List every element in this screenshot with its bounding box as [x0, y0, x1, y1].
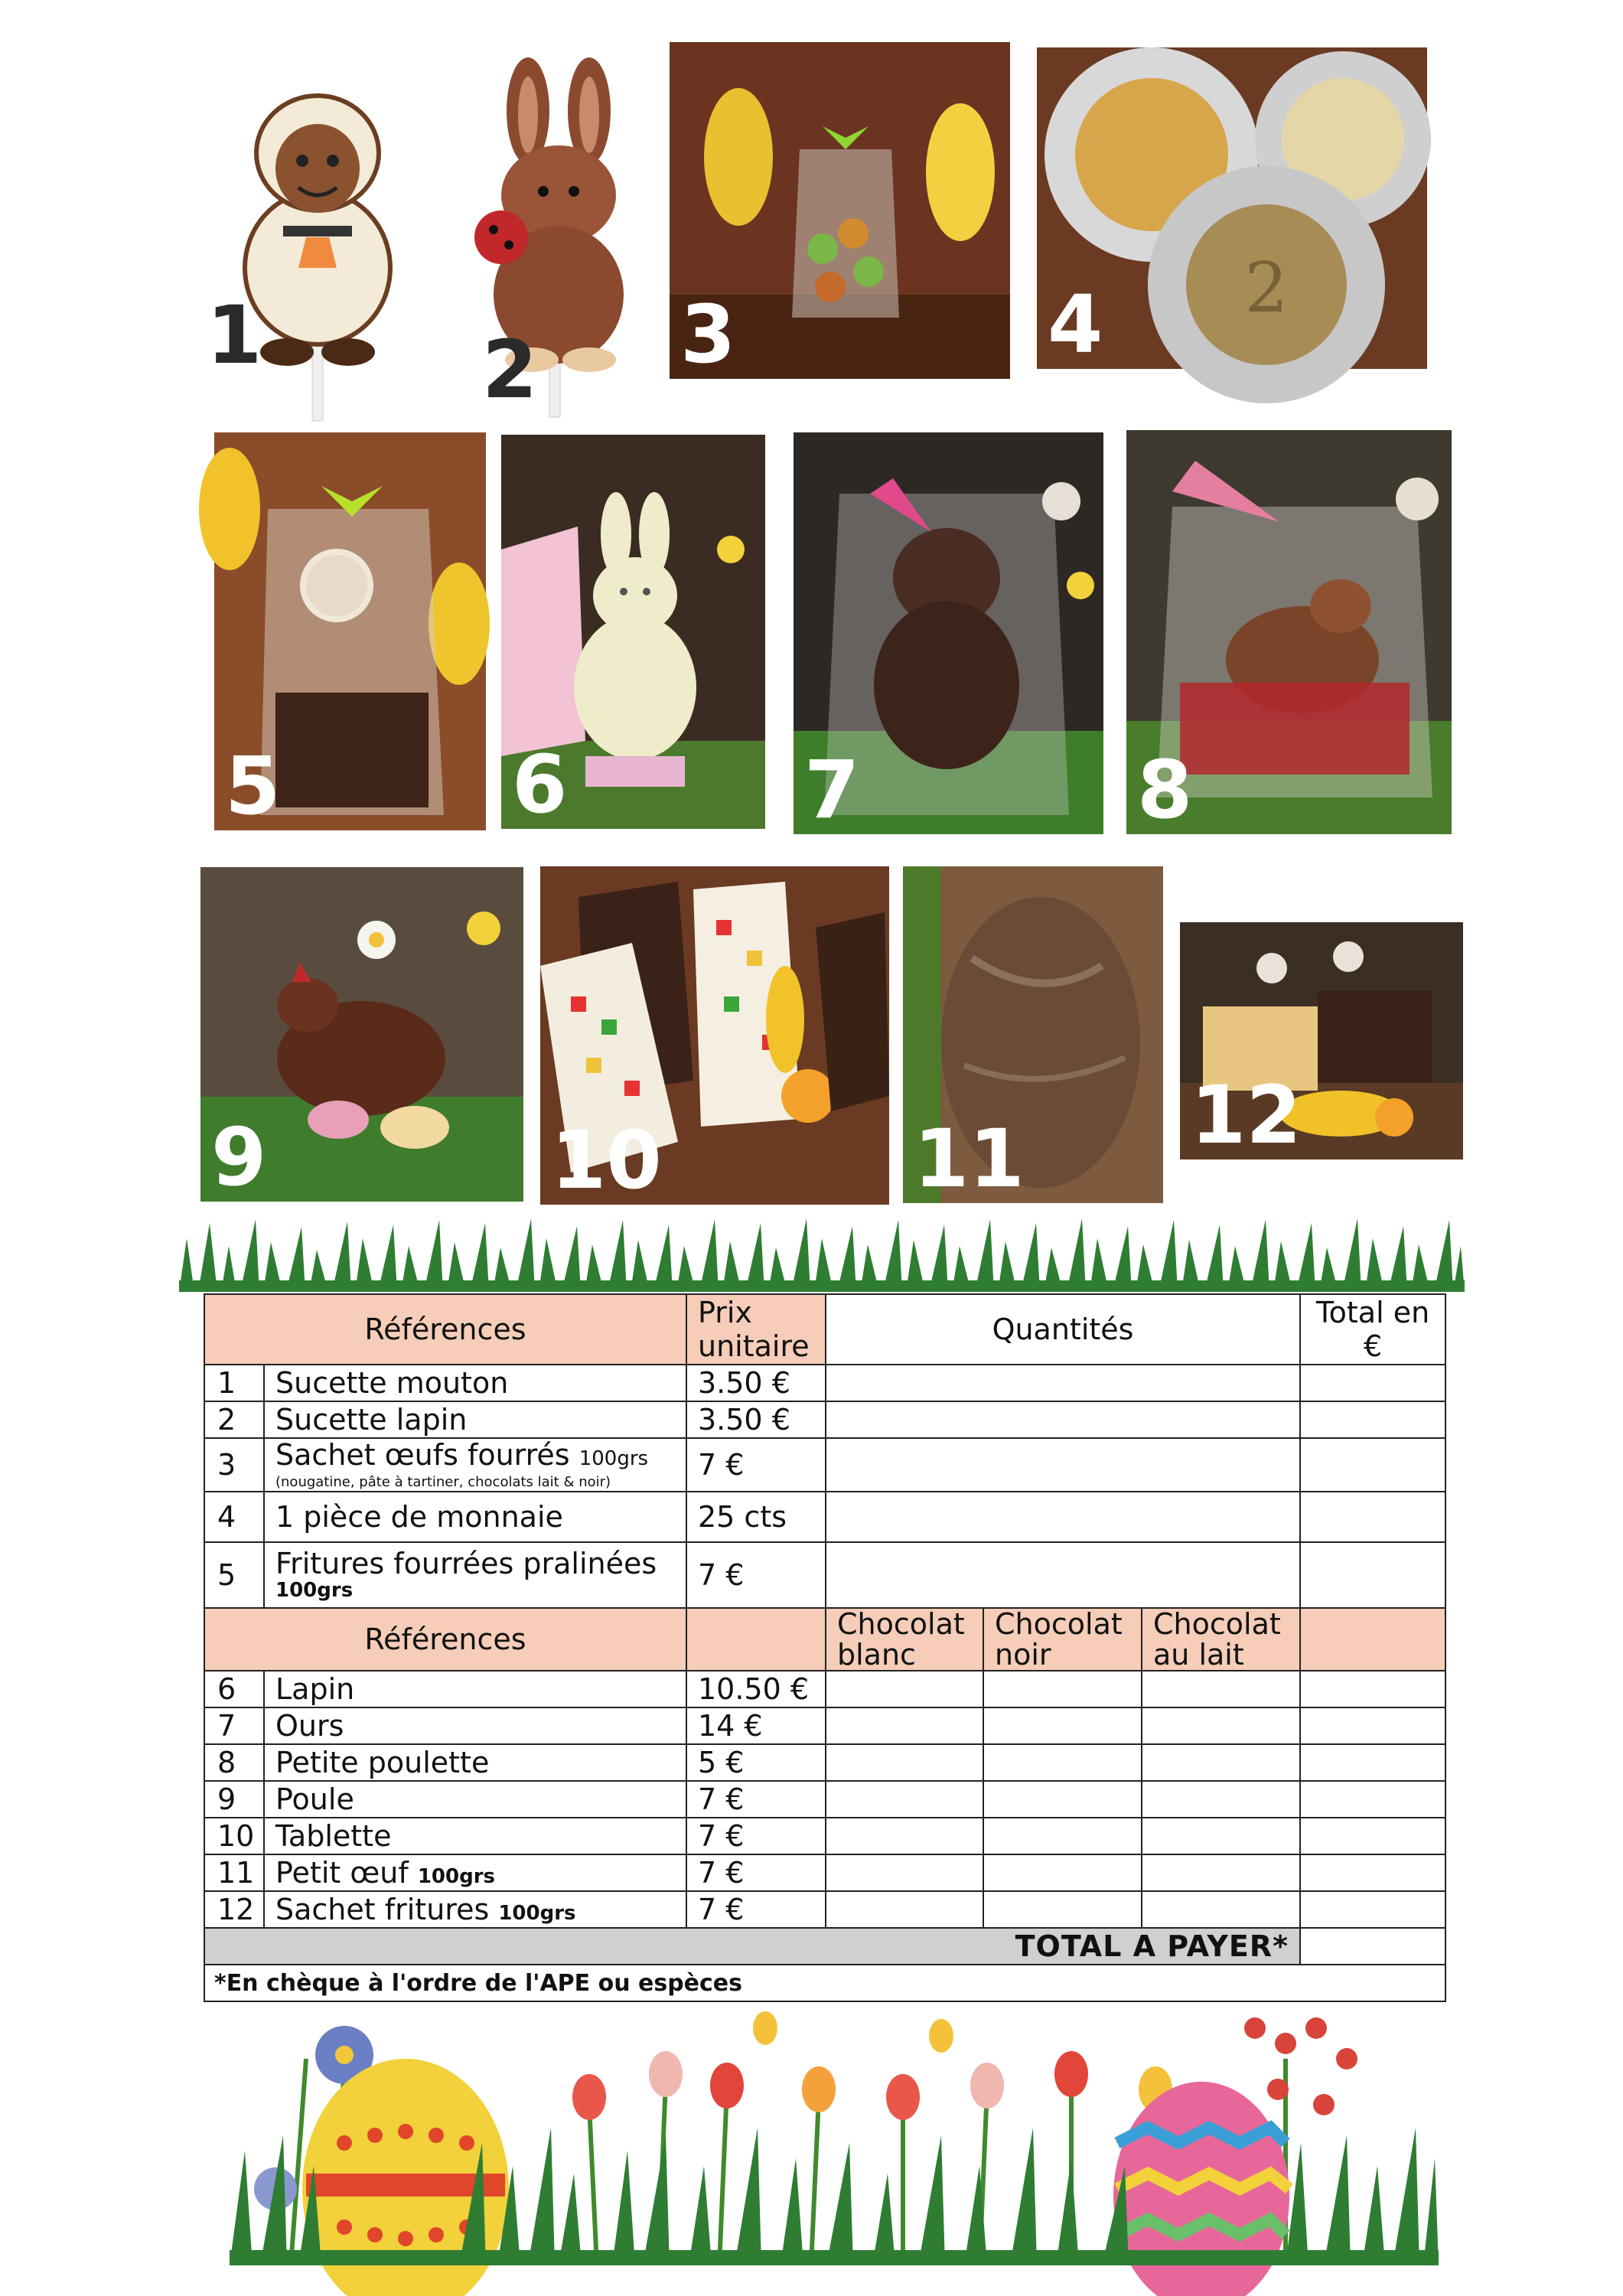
header-blank-total [1300, 1608, 1445, 1671]
photo-number: 1 [207, 289, 262, 382]
photo-number: 11 [914, 1112, 1025, 1205]
photo-number: 4 [1048, 278, 1103, 371]
photo-7-bear [794, 432, 1103, 837]
total-label: TOTAL A PAYER* [204, 1928, 1300, 1965]
photo-10-chocolate-bars [540, 866, 889, 1205]
row-unit: 100grs [417, 1865, 495, 1888]
table-row [204, 1707, 1445, 1744]
row-price: 3.50 € [686, 1401, 826, 1438]
qty-white-field[interactable] [826, 1671, 983, 1707]
row-name: Petite poulette [264, 1744, 686, 1781]
photo-2-bunny-lollipop [459, 57, 650, 417]
payment-footnote [204, 1965, 1445, 2001]
row-price: 7 € [686, 1781, 826, 1818]
row-price: 14 € [686, 1707, 826, 1744]
header-milk-chocolate: Chocolat au lait [1142, 1608, 1300, 1671]
header-unit-price: Prix unitaire [686, 1294, 826, 1365]
total-field[interactable] [1300, 1891, 1445, 1928]
svg-text:2: 2 [1244, 248, 1289, 328]
row-price: 7 € [686, 1818, 826, 1854]
qty-milk-field[interactable] [1142, 1891, 1300, 1928]
photo-1-sheep-lollipop [207, 61, 406, 421]
photo-4-coins [1037, 47, 1427, 369]
total-field[interactable] [1300, 1707, 1445, 1744]
photo-number: 10 [551, 1114, 662, 1207]
photo-5-praline-bag [214, 432, 486, 833]
photo-number: 8 [1137, 743, 1193, 837]
row-name: Sucette lapin [264, 1401, 686, 1438]
row-number: 2 [204, 1401, 264, 1438]
quantity-field[interactable] [826, 1401, 1300, 1438]
header-white-chocolate: Chocolat blanc [826, 1608, 983, 1671]
row-number: 3 [204, 1438, 264, 1492]
qty-dark-field[interactable] [983, 1744, 1142, 1781]
photo-number: 6 [512, 738, 568, 831]
qty-dark-field[interactable] [983, 1707, 1142, 1744]
qty-milk-field[interactable] [1142, 1744, 1300, 1781]
photo-11-chocolate-egg [903, 866, 1163, 1203]
table-row [204, 1438, 1445, 1492]
row-price: 7 € [686, 1854, 826, 1891]
total-field[interactable] [1300, 1854, 1445, 1891]
total-field[interactable] [1300, 1671, 1445, 1707]
qty-dark-field[interactable] [983, 1818, 1142, 1854]
qty-milk-field[interactable] [1142, 1818, 1300, 1854]
header-references-2: Références [204, 1608, 686, 1671]
total-field[interactable] [1300, 1365, 1445, 1401]
qty-white-field[interactable] [826, 1707, 983, 1744]
row-number: 1 [204, 1365, 264, 1401]
row-price: 7 € [686, 1891, 826, 1928]
photo-number: 2 [482, 323, 538, 416]
row-name: Sachet œufs fourrés [275, 1437, 570, 1472]
row-price: 5 € [686, 1744, 826, 1781]
row-price: 10.50 € [686, 1671, 826, 1707]
table-row [204, 1854, 1445, 1891]
qty-white-field[interactable] [826, 1891, 983, 1928]
row-price: 25 cts [686, 1492, 826, 1542]
row-number: 12 [204, 1891, 264, 1928]
row-name: Sachet fritures [275, 1893, 490, 1926]
photo-number: 7 [804, 743, 860, 837]
table-row [204, 1365, 1445, 1401]
photo-9-hen [200, 867, 523, 1202]
easter-decoration [230, 2013, 1439, 2265]
grand-total-field[interactable] [1300, 1928, 1445, 1965]
row-unit: 100grs [498, 1902, 576, 1925]
qty-white-field[interactable] [826, 1818, 983, 1854]
header-total: Total en € [1300, 1294, 1445, 1365]
row-number: 4 [204, 1492, 264, 1542]
header-references: Références [204, 1294, 686, 1365]
quantity-field[interactable] [826, 1438, 1300, 1492]
row-name: Sucette mouton [264, 1365, 686, 1401]
table-row [204, 1492, 1445, 1542]
table-row [204, 1818, 1445, 1854]
quantity-field[interactable] [826, 1542, 1300, 1608]
row-price: 3.50 € [686, 1365, 826, 1401]
table-row [204, 1781, 1445, 1818]
row-number: 11 [204, 1854, 264, 1891]
grass-border [179, 1215, 1465, 1292]
total-field[interactable] [1300, 1818, 1445, 1854]
row-name: Tablette [264, 1818, 686, 1854]
row-number: 5 [204, 1542, 264, 1608]
table-row [204, 1891, 1445, 1928]
table-row [204, 1401, 1445, 1438]
row-number: 6 [204, 1671, 264, 1707]
row-name: Fritures fourrées pralinées [275, 1547, 657, 1580]
photo-number: 5 [225, 739, 281, 833]
total-field[interactable] [1300, 1492, 1445, 1542]
qty-milk-field[interactable] [1142, 1707, 1300, 1744]
qty-white-field[interactable] [826, 1744, 983, 1781]
qty-white-field[interactable] [826, 1781, 983, 1818]
row-unit: 100grs [275, 1579, 354, 1602]
total-field[interactable] [1300, 1744, 1445, 1781]
table-row [204, 1542, 1445, 1608]
row-name: Poule [264, 1781, 686, 1818]
row-price: 7 € [686, 1542, 826, 1608]
row-number: 10 [204, 1818, 264, 1854]
qty-dark-field[interactable] [983, 1891, 1142, 1928]
total-field[interactable] [1300, 1781, 1445, 1818]
photo-number: 3 [680, 288, 736, 381]
photo-3-egg-bag [670, 42, 1010, 379]
header-dark-chocolate: Chocolat noir [983, 1608, 1142, 1671]
qty-milk-field[interactable] [1142, 1854, 1300, 1891]
header-blank [686, 1608, 826, 1671]
quantity-field[interactable] [826, 1492, 1300, 1542]
total-field[interactable] [1300, 1401, 1445, 1438]
table-row [204, 1744, 1445, 1781]
header-quantities: Quantités [826, 1294, 1300, 1365]
photo-12-fritures-bag [1180, 922, 1463, 1162]
row-unit: 100grs [578, 1446, 649, 1470]
order-form-table [204, 1293, 1446, 2002]
row-number: 7 [204, 1707, 264, 1744]
row-number: 8 [204, 1744, 264, 1781]
quantity-field[interactable] [826, 1365, 1300, 1401]
qty-dark-field[interactable] [983, 1671, 1142, 1707]
row-name: Petit œuf [275, 1856, 409, 1890]
photo-6-white-bunny [501, 435, 765, 829]
photo-8-small-chick [1126, 430, 1452, 837]
row-subtitle: (nougatine, pâte à tartiner, chocolats lait & noir) [275, 1473, 611, 1490]
qty-milk-field[interactable] [1142, 1671, 1300, 1707]
row-name: Lapin [264, 1671, 686, 1707]
row-price: 7 € [686, 1438, 826, 1492]
qty-milk-field[interactable] [1142, 1781, 1300, 1818]
table-row [204, 1671, 1445, 1707]
row-name: 1 pièce de monnaie [264, 1492, 686, 1542]
total-field[interactable] [1300, 1438, 1445, 1492]
qty-white-field[interactable] [826, 1854, 983, 1891]
row-name: Ours [264, 1707, 686, 1744]
photo-number: 9 [211, 1110, 267, 1204]
qty-dark-field[interactable] [983, 1854, 1142, 1891]
photo-number: 12 [1191, 1068, 1302, 1162]
qty-dark-field[interactable] [983, 1781, 1142, 1818]
total-field[interactable] [1300, 1542, 1445, 1608]
footnote-text: *En chèque à l'ordre de l'APE ou espèces [214, 1969, 743, 1997]
row-number: 9 [204, 1781, 264, 1818]
